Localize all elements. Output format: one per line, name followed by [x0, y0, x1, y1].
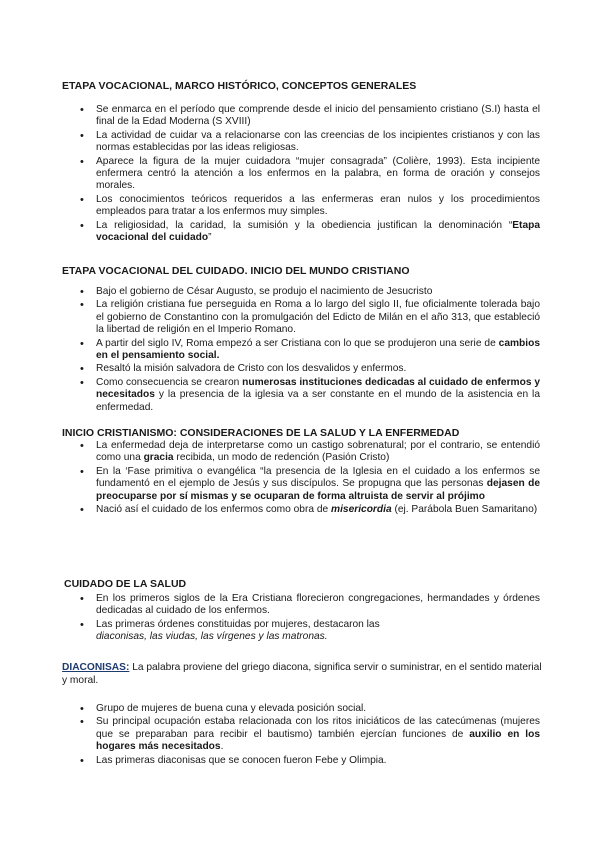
list-item: • La religiosidad, la caridad, la sumisión y la obediencia justifican la denominación “Etapa vocacional del cuidado”	[80, 220, 540, 245]
list-item: • A partir del siglo IV, Roma empezó a ser Cristiana con lo que se produjeron una serie de cambios en el pensamiento social.	[80, 338, 540, 363]
list-item: • Su principal ocupación estaba relacionada con los ritos iniciáticos de las catecúmenas (mujeres que se preparaban para recibir el bautismo) también ejercían funciones de auxilio en los hogares más necesitados.	[80, 716, 540, 753]
section-heading-cuidado-salud: CUIDADO DE LA SALUD	[64, 578, 187, 590]
section-list-cuidado-salud	[80, 593, 540, 645]
list-item: • En la ‘Fase primitiva o evangélica “la presencia de la Iglesia en el cuidado a los enfermos se fundamentó en el ejemplo de Jesús y sus discípulos. Se propugna que las personas dejasen de preocuparse por sí mismas y se ocuparan de forma altruista de servir al prójimo	[80, 466, 540, 503]
list-item: • Como consecuencia se crearon numerosas instituciones dedicadas al cuidado de enfermos y necesitados y la presencia de la iglesia va a ser constante en el mundo de la asistencia en la enfermedad.	[80, 377, 540, 414]
section-list-inicio-cristianismo	[80, 440, 540, 517]
diaconisas-intro: DIACONISAS: La palabra proviene del griego diacona, significa servir o suministrar, en el sentido material y moral.	[62, 662, 542, 686]
section-list-etapa-vocacional	[80, 104, 540, 245]
section-list-mundo-cristiano	[80, 286, 540, 415]
list-item: • Nació así el cuidado de los enfermos como obra de misericordia (ej. Parábola Buen Samaritano)	[80, 504, 540, 516]
section-heading-etapa-vocacional: ETAPA VOCACIONAL, MARCO HISTÓRICO, CONCEPTOS GENERALES	[62, 80, 417, 92]
list-item: • Grupo de mujeres de buena cuna y elevada posición social.	[80, 703, 540, 715]
section-heading-diaconisas: DIACONISAS:	[62, 662, 130, 673]
list-item: • Las primeras órdenes constituidas por mujeres, destacaron las diaconisas, las viudas, las vírgenes y las matronas.	[80, 619, 540, 644]
list-item: • La actividad de cuidar va a relacionarse con las creencias de los incipientes cristianos y con las normas establecidas por las ideas religiosas.	[80, 130, 540, 155]
section-heading-inicio-cristianismo: INICIO CRISTIANISMO: CONSIDERACIONES DE LA SALUD Y LA ENFERMEDAD	[62, 427, 460, 439]
list-item: • Las primeras diaconisas que se conocen fueron Febe y Olimpia.	[80, 755, 540, 767]
list-item: • La religión cristiana fue perseguida en Roma a lo largo del siglo II, fue oficialmente tolerada bajo el gobierno de Constantino con la promulgación del Edicto de Milán en el año 313, que estableció la libertad de religión en el Imperio Romano.	[80, 299, 540, 336]
section-list-diaconisas	[80, 703, 540, 768]
list-item: • La enfermedad deja de interpretarse como un castigo sobrenatural; por el contrario, se entendió como una gracia recibida, un modo de redención (Pasión Cristo)	[80, 440, 540, 465]
list-item: • Bajo el gobierno de César Augusto, se produjo el nacimiento de Jesucristo	[80, 286, 540, 298]
list-item: • Se enmarca en el período que comprende desde el inicio del pensamiento cristiano (S.I) hasta el final de la Edad Moderna (S XVIII)	[80, 104, 540, 129]
list-item: • Resaltó la misión salvadora de Cristo con los desvalidos y enfermos.	[80, 363, 540, 375]
list-item: • Aparece la figura de la mujer cuidadora “mujer consagrada” (Colière, 1993). Esta incipiente enfermera centró la atención a los enfermos en la palabra, en forma de oración y consejos morales.	[80, 156, 540, 193]
list-item: • En los primeros siglos de la Era Cristiana florecieron congregaciones, hermandades y órdenes dedicadas al cuidado de los enfermos.	[80, 593, 540, 618]
section-heading-mundo-cristiano: ETAPA VOCACIONAL DEL CUIDADO. INICIO DEL MUNDO CRISTIANO	[62, 265, 410, 277]
list-item: • Los conocimientos teóricos requeridos a las enfermeras eran nulos y los procedimientos empleados para tratar a los enfermos muy simples.	[80, 194, 540, 219]
